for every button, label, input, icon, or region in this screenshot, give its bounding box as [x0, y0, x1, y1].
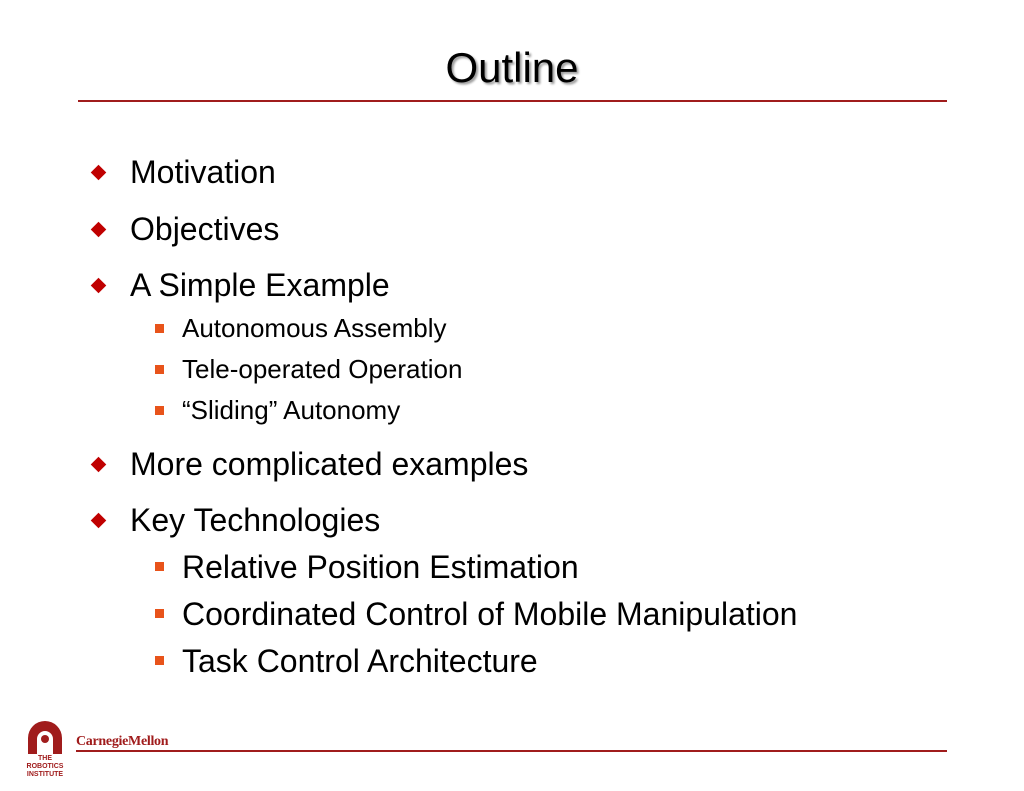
outline-subitem-task-control: Task Control Architecture — [182, 643, 538, 679]
outline-item-objectives: Objectives — [130, 211, 280, 247]
outline-item-complicated-examples: More complicated examples — [130, 446, 529, 482]
slide-title: Outline — [445, 44, 579, 91]
square-bullet-icon — [155, 406, 164, 415]
outline-item-simple-example: A Simple Example — [130, 267, 390, 303]
outline-subitem-autonomous-assembly: Autonomous Assembly — [182, 313, 447, 343]
square-bullet-icon — [155, 656, 164, 665]
outline-subitem-relative-position: Relative Position Estimation — [182, 549, 579, 585]
title-divider — [78, 100, 947, 102]
square-bullet-icon — [155, 365, 164, 374]
outline-subitem-sliding-autonomy: “Sliding” Autonomy — [182, 395, 401, 425]
outline-item-key-technologies: Key Technologies — [130, 502, 381, 538]
diamond-bullet-icon — [91, 278, 107, 294]
diamond-bullet-icon — [91, 222, 107, 238]
diamond-bullet-icon — [91, 457, 107, 473]
footer-divider — [76, 750, 947, 752]
robotics-institute-logo-text: THE ROBOTICS INSTITUTE — [26, 755, 64, 778]
square-bullet-icon — [155, 562, 164, 571]
carnegie-mellon-logo: CarnegieMellon — [76, 734, 169, 749]
outline-item-motivation: Motivation — [130, 154, 276, 190]
outline-subitem-tele-operated: Tele-operated Operation — [182, 354, 463, 384]
square-bullet-icon — [155, 324, 164, 333]
diamond-bullet-icon — [91, 513, 107, 529]
diamond-bullet-icon — [91, 165, 107, 181]
square-bullet-icon — [155, 609, 164, 618]
outline-subitem-coordinated-control: Coordinated Control of Mobile Manipulation — [182, 596, 798, 632]
